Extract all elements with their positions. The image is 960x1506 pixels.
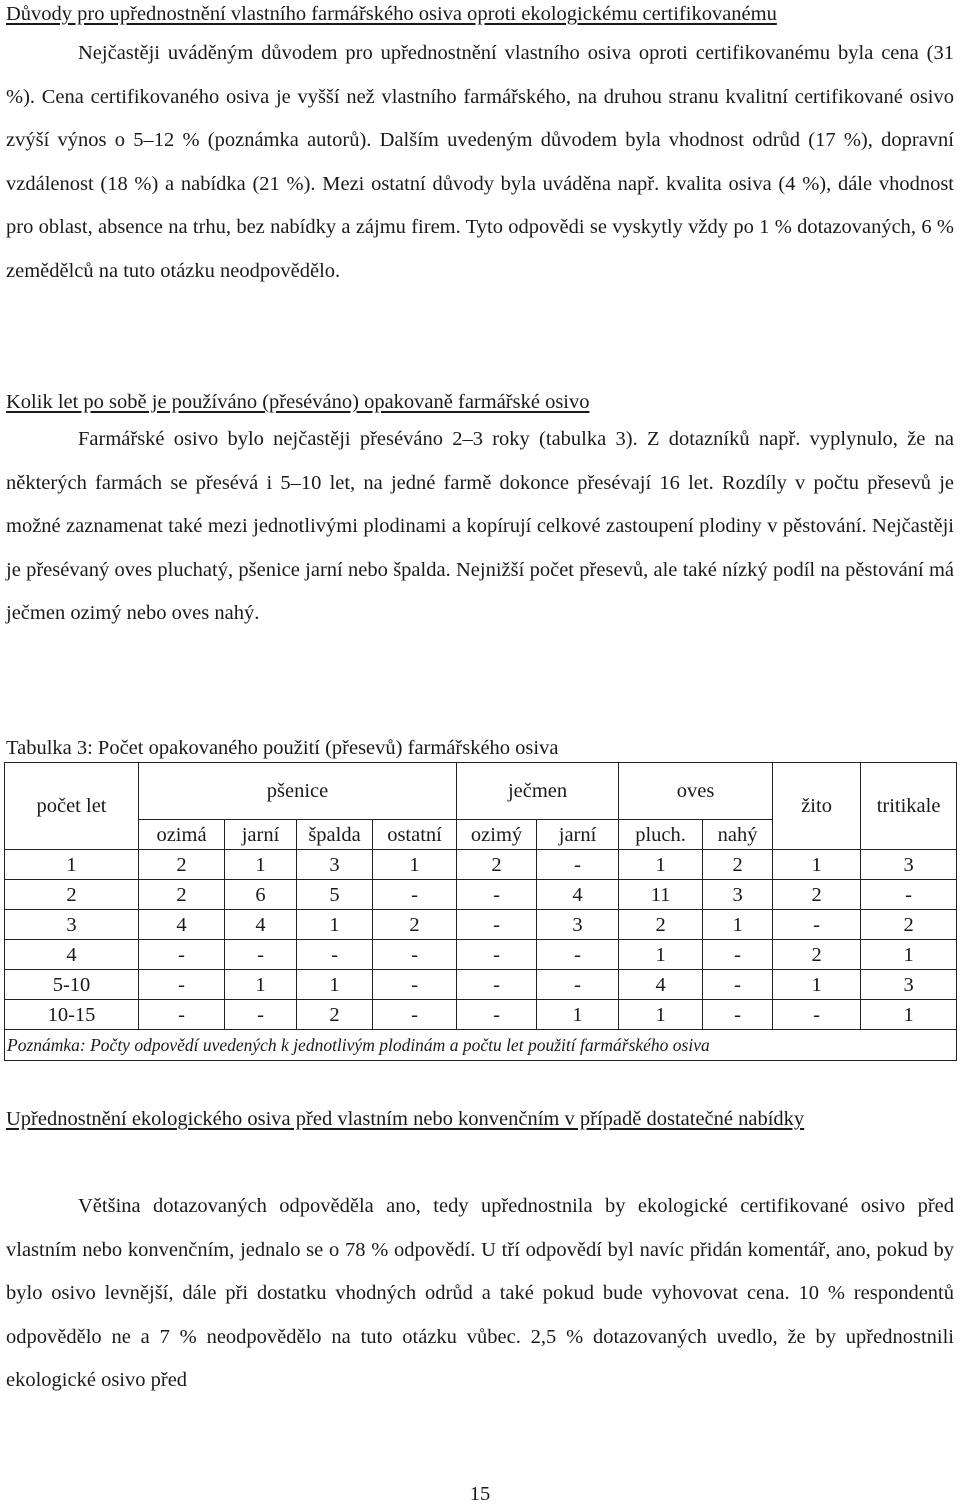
table-cell: 11 — [619, 880, 703, 910]
table-cell: 2 — [139, 880, 225, 910]
table-cell: 1 — [773, 970, 861, 1000]
table-cell: - — [773, 1000, 861, 1030]
header-oves: oves — [619, 763, 773, 820]
table-cell: - — [225, 940, 297, 970]
row-label-cell: 10-15 — [5, 1000, 139, 1030]
table-row — [5, 940, 957, 970]
table-cell: - — [537, 970, 619, 1000]
table-cell: 4 — [537, 880, 619, 910]
paragraph-preference: Většina dotazovaných odpověděla ano, tedy upřednostnila by ekologické certifikované osivo před vlastním nebo konvenčním, jednalo se o 78 % odpovědí. U tří odpovědí byl navíc přidán komentář, ano, pokud by bylo osivo levnější, dále při dostatku vhodných odrůd a také pokud bude vyhovovat cena. 10 % respondentů odpovědělo ne a 7 % neodpovědělo na tuto otázku vůbec. 2,5 % dotazovaných uvedlo, že by upřednostnili ekologické osivo před — [6, 1195, 954, 1391]
header-psenice: pšenice — [139, 763, 457, 820]
table-row — [5, 880, 957, 910]
table-cell: 1 — [861, 1000, 957, 1030]
table-row — [5, 1000, 957, 1030]
table-cell: 2 — [139, 850, 225, 880]
table-cell: 1 — [619, 940, 703, 970]
table-cell: - — [703, 940, 773, 970]
header-jecmen: ječmen — [457, 763, 619, 820]
row-label-cell: 1 — [5, 850, 139, 880]
table-cell: 4 — [225, 910, 297, 940]
row-label-cell: 5-10 — [5, 970, 139, 1000]
table-cell: - — [139, 1000, 225, 1030]
table-note: Poznámka: Počty odpovědí uvedených k jednotlivým plodinám a počtu let použití farmářského osiva — [5, 1030, 957, 1061]
table-cell: - — [457, 910, 537, 940]
section-heading-preference — [6, 1098, 804, 1142]
table-cell: 2 — [619, 910, 703, 940]
table-cell: - — [537, 940, 619, 970]
table-cell: 1 — [373, 850, 457, 880]
table-row — [5, 970, 957, 1000]
table-cell: - — [773, 910, 861, 940]
resowing-table-container — [4, 762, 956, 1061]
table-cell: 2 — [297, 1000, 373, 1030]
table-cell: 6 — [225, 880, 297, 910]
subheader-cell: ozimá — [139, 820, 225, 850]
header-pocet-let: počet let — [5, 763, 139, 850]
table-row — [5, 910, 957, 940]
table-cell: - — [457, 940, 537, 970]
page-number: 15 — [469, 1483, 491, 1505]
section-heading-resowing: Kolik let po sobě je používáno (přeséváno) opakovaně farmářské osivo — [6, 391, 590, 413]
subheader-cell: špalda — [297, 820, 373, 850]
table-caption: Tabulka 3: Počet opakovaného použití (přesevů) farmářského osiva — [6, 737, 559, 759]
table-cell: - — [139, 970, 225, 1000]
table-cell: 2 — [373, 910, 457, 940]
table-cell: - — [457, 880, 537, 910]
table-cell: 2 — [861, 910, 957, 940]
table-body — [5, 850, 957, 1030]
table-cell: - — [457, 1000, 537, 1030]
table-cell: - — [297, 940, 373, 970]
section-heading-reasons: Důvody pro upřednostnění vlastního farmářského osiva oproti ekologickému certifikovanému — [6, 3, 777, 25]
header-tritikale: tritikale — [861, 763, 957, 850]
table-cell: 2 — [703, 850, 773, 880]
subheader-cell: jarní — [225, 820, 297, 850]
table-cell: 1 — [225, 850, 297, 880]
table-cell: - — [457, 970, 537, 1000]
table-cell: 1 — [861, 940, 957, 970]
table-cell: 3 — [537, 910, 619, 940]
table-cell: - — [139, 940, 225, 970]
table-cell: 5 — [297, 880, 373, 910]
paragraph-resowing: Farmářské osivo bylo nejčastěji přeséváno 2–3 roky (tabulka 3). Z dotazníků např. vyplynulo, že na některých farmách se přesévá i 5–10 let, na jedné farmě dokonce přesévají 16 let. Rozdíly v počtu přesevů je možné zaznamenat také mezi jednotlivými plodinami a kopírují celkové zastoupení plodiny v pěstování. Nejčastěji je přesévaný oves pluchatý, pšenice jarní nebo špalda. Nejnižší počet přesevů, ale také nízký podíl na pěstování má ječmen ozimý nebo oves nahý. — [6, 428, 954, 624]
resowing-table — [4, 762, 957, 1061]
section-heading-preference-text: Upřednostnění ekologického osiva před vlastním nebo konvenčním v případě dostatečné nabídky — [6, 1108, 805, 1130]
row-label-cell: 4 — [5, 940, 139, 970]
table-cell: 3 — [861, 970, 957, 1000]
table-cell: 1 — [619, 1000, 703, 1030]
row-label-cell: 2 — [5, 880, 139, 910]
table-cell: 3 — [703, 880, 773, 910]
table-cell: - — [225, 1000, 297, 1030]
header-zito: žito — [773, 763, 861, 850]
paragraph-reasons: Nejčastěji uváděným důvodem pro upřednostnění vlastního osiva oproti certifikovanému byla cena (31 %). Cena certifikovaného osiva je vyšší než vlastního farmářského, na druhou stranu kvalitní certifikované osivo zvýší výnos o 5–12 % (poznámka autorů). Dalším uvedeným důvodem byla vhodnost odrůd (17 %), dopravní vzdálenost (18 %) a nabídka (21 %). Mezi ostatní důvody byla uváděna např. kvalita osiva (4 %), dále vhodnost pro oblast, absence na trhu, bez nabídky a zájmu firem. Tyto odpovědi se vyskytly vždy po 1 % dotazovaných, 6 % zemědělců na tuto otázku neodpovědělo. — [6, 42, 954, 282]
subheader-cell: ozimý — [457, 820, 537, 850]
table-row — [5, 850, 957, 880]
table-cell: 4 — [139, 910, 225, 940]
table-cell: 2 — [773, 880, 861, 910]
table-cell: 1 — [773, 850, 861, 880]
table-cell: 1 — [297, 910, 373, 940]
table-cell: - — [373, 880, 457, 910]
table-cell: 4 — [619, 970, 703, 1000]
table-cell: - — [861, 880, 957, 910]
table-cell: 3 — [861, 850, 957, 880]
table-cell: 1 — [537, 1000, 619, 1030]
subheader-cell: jarní — [537, 820, 619, 850]
subheader-cell: pluch. — [619, 820, 703, 850]
table-cell: 1 — [619, 850, 703, 880]
table-cell: - — [537, 850, 619, 880]
subheader-cell: ostatní — [373, 820, 457, 850]
table-cell: 1 — [225, 970, 297, 1000]
table-cell: 2 — [457, 850, 537, 880]
subheader-cell: nahý — [703, 820, 773, 850]
table-cell: - — [373, 940, 457, 970]
table-cell: 1 — [703, 910, 773, 940]
row-label-cell: 3 — [5, 910, 139, 940]
table-cell: 2 — [773, 940, 861, 970]
table-cell: - — [703, 1000, 773, 1030]
table-cell: 3 — [297, 850, 373, 880]
table-cell: - — [703, 970, 773, 1000]
table-cell: - — [373, 970, 457, 1000]
table-cell: - — [373, 1000, 457, 1030]
table-cell: 1 — [297, 970, 373, 1000]
